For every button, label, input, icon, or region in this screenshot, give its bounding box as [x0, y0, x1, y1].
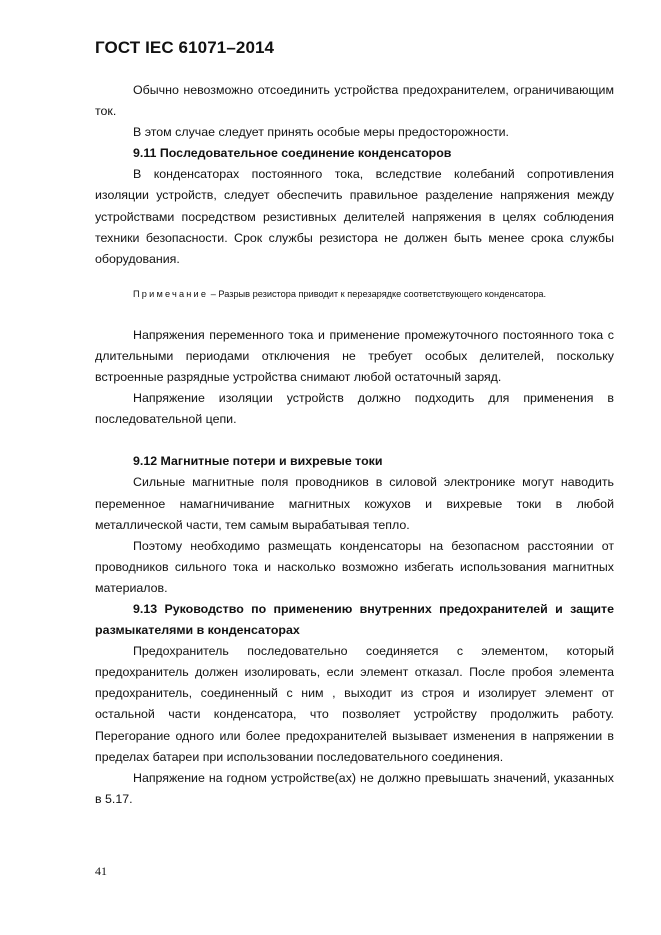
page-header: ГОСТ IEC 61071–2014	[95, 38, 275, 57]
note	[95, 284, 614, 305]
spacer	[95, 430, 614, 451]
paragraph-ac-voltage: Напряжения переменного тока и применение промежуточного постоянного тока с длительными периодами отключения не требует особых делителей, поскольку встроенные разрядные устройства снимают любой остаточный заряд.	[95, 327, 614, 385]
note-label: Примечание	[133, 288, 209, 299]
note-text: – Разрыв резистора приводит к перезарядке соответствующего конденсатора.	[208, 288, 547, 299]
section-heading-9-13: 9.13 Руководство по применению внутренних предохранителей и защите размыкателями в конденсаторах	[95, 601, 614, 638]
paragraph-fuse-operation: Предохранитель последовательно соединяется с элементом, который предохранитель должен изолировать, если элемент отказал. После пробоя элемента предохранитель, соединенный с ним , выходит из строя и изолирует элемент от остальной части конденсатора, что позволяет устройству продолжить работу. Перегорание одного или более предохранителей вызывает изменения в напряжении в пределах батареи при использовании последовательного соединения.	[95, 644, 614, 764]
paragraph-magnetic-fields: Сильные магнитные поля проводников в силовой электронике могут наводить переменное намагничивание магнитных кожухов и вихревые токи в любой металлической части, тем самым вырабатывая тепло.	[95, 475, 614, 532]
paragraph-precautions: В этом случае следует принять особые меры предосторожности.	[133, 125, 509, 140]
paragraph-capacitor-placement: Поэтому необходимо размещать конденсаторы на безопасном расстоянии от проводников сильного тока и насколько возможно избегать использования магнитных материалов.	[95, 538, 614, 595]
section-heading-9-12: 9.12 Магнитные потери и вихревые токи	[133, 454, 383, 469]
paragraph-insulation-voltage: Напряжение изоляции устройств должно подходить для применения в последовательной цепи.	[95, 391, 614, 427]
paragraph-voltage-division: В конденсаторах постоянного тока, вследствие колебаний сопротивления изоляции устройств, следует обеспечить правильное разделение напряжения между устройствами посредством резистивных делителей напряжения в целях соблюдения техники безопасности. Срок службы резистора не должен быть менее срока службы оборудования.	[95, 167, 614, 266]
paragraph-fuse-disconnect: Обычно невозможно отсоединить устройства предохранителем, ограничивающим ток.	[95, 83, 614, 119]
paragraph-voltage-limit: Напряжение на годном устройстве(ах) не должно превышать значений, указанных в 5.17.	[95, 770, 614, 806]
page-number: 41	[95, 864, 107, 878]
document-body	[95, 80, 614, 810]
section-heading-9-11: 9.11 Последовательное соединение конденсаторов	[133, 146, 452, 161]
